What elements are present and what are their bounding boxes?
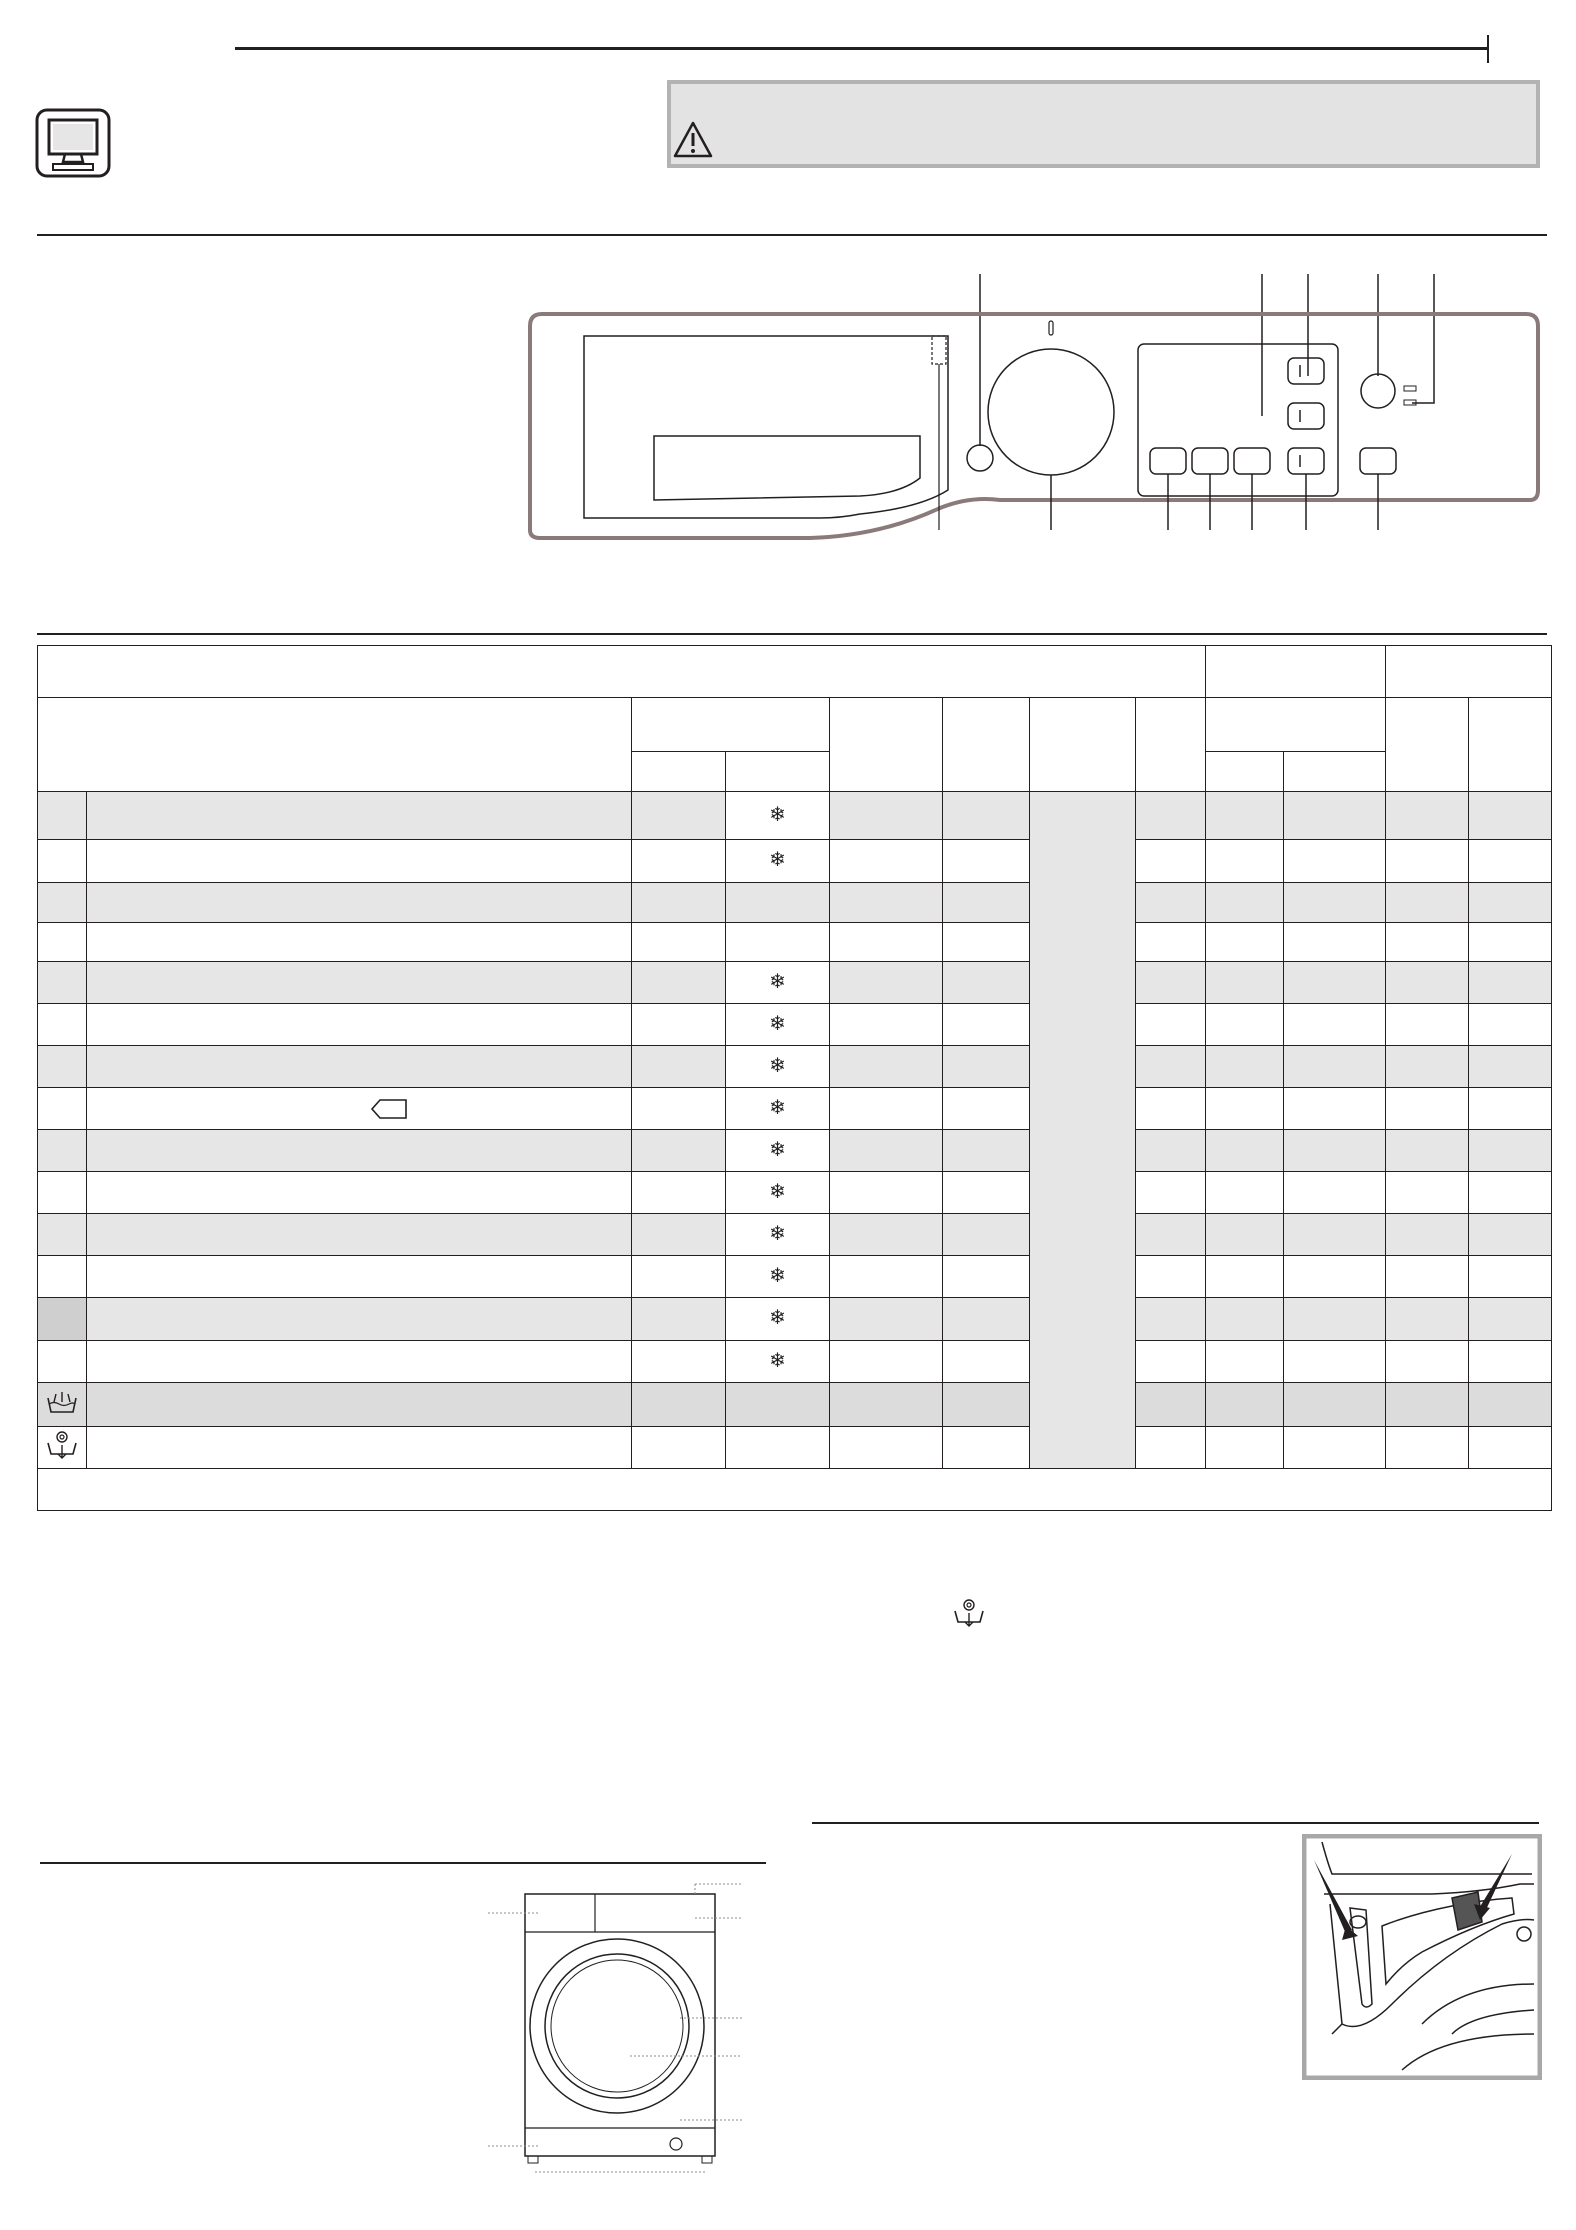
header-col-11 [1386,698,1469,792]
header-sub-a2 [1284,752,1386,792]
detergent-drawer-illustration [1302,1834,1542,2080]
warning-box [667,80,1540,168]
table-row [38,1214,1552,1256]
table-row [38,1003,1552,1045]
callout-line-5 [1412,274,1434,403]
header-sub-a1 [1206,752,1284,792]
programme-dial [988,349,1114,475]
snowflake-icon: ❄ [769,1349,786,1372]
table-footnote [38,1468,1552,1510]
table-row [38,1130,1552,1172]
table-row [38,882,1552,922]
tag-outline-icon [370,1098,408,1120]
table-row [38,1382,1552,1426]
washing-machine-diagram [480,1878,750,2178]
control-panel-outline [530,314,1538,538]
snowflake-icon: ❄ [769,1307,786,1330]
rinse-tub-icon [45,1388,79,1416]
snowflake-icon: ❄ [769,1265,786,1288]
section-divider-2 [37,633,1547,635]
spin-drain-icon [952,1598,986,1628]
section-divider-1 [37,234,1547,236]
header-temp-default [632,752,726,792]
table-header-main [38,646,1206,698]
section-divider-drawer [812,1822,1539,1824]
table-row [38,961,1552,1003]
table-row [38,922,1552,961]
snowflake-icon: ❄ [769,1139,786,1162]
header-rule-end-tick [1487,35,1489,63]
spin-drain-icon [45,1430,79,1460]
table-row [38,1426,1552,1468]
header-programmes [38,698,632,792]
merged-duration-cell [1030,792,1136,1468]
table-row [38,1172,1552,1214]
snowflake-icon: ❄ [769,1181,786,1204]
monitor-icon [35,108,111,178]
snowflake-icon: ❄ [769,1223,786,1246]
section-divider-product [40,1862,766,1864]
snowflake-icon: ❄ [769,1012,786,1035]
table-row [38,1340,1552,1382]
table-header-group-b [1386,646,1552,698]
table-row [38,1298,1552,1340]
header-rule [235,47,1489,50]
table-row [38,840,1552,882]
power-button-outline [967,445,993,471]
warning-triangle-icon [672,120,714,160]
table-row [38,792,1552,840]
header-col-12 [1469,698,1552,792]
header-group-a-sub [1206,698,1386,752]
snowflake-icon: ❄ [769,849,786,872]
control-panel-diagram [520,268,1550,548]
snowflake-icon: ❄ [769,1097,786,1119]
header-max-spin [830,698,943,792]
programme-table [37,645,1552,1511]
table-footnote-row [38,1468,1552,1510]
header-temperature [632,698,830,752]
snowflake-icon: ❄ [769,804,786,827]
table-row [38,1045,1552,1087]
header-max-load [943,698,1030,792]
header-temp-range [726,752,830,792]
snowflake-icon: ❄ [769,1054,786,1077]
snowflake-icon: ❄ [769,970,786,993]
header-detergent [1136,698,1206,792]
table-row [38,1087,1552,1129]
drawer-handle-recess [654,436,920,500]
header-duration [1030,698,1136,792]
table-header-group-a [1206,646,1386,698]
table-row [38,1256,1552,1298]
